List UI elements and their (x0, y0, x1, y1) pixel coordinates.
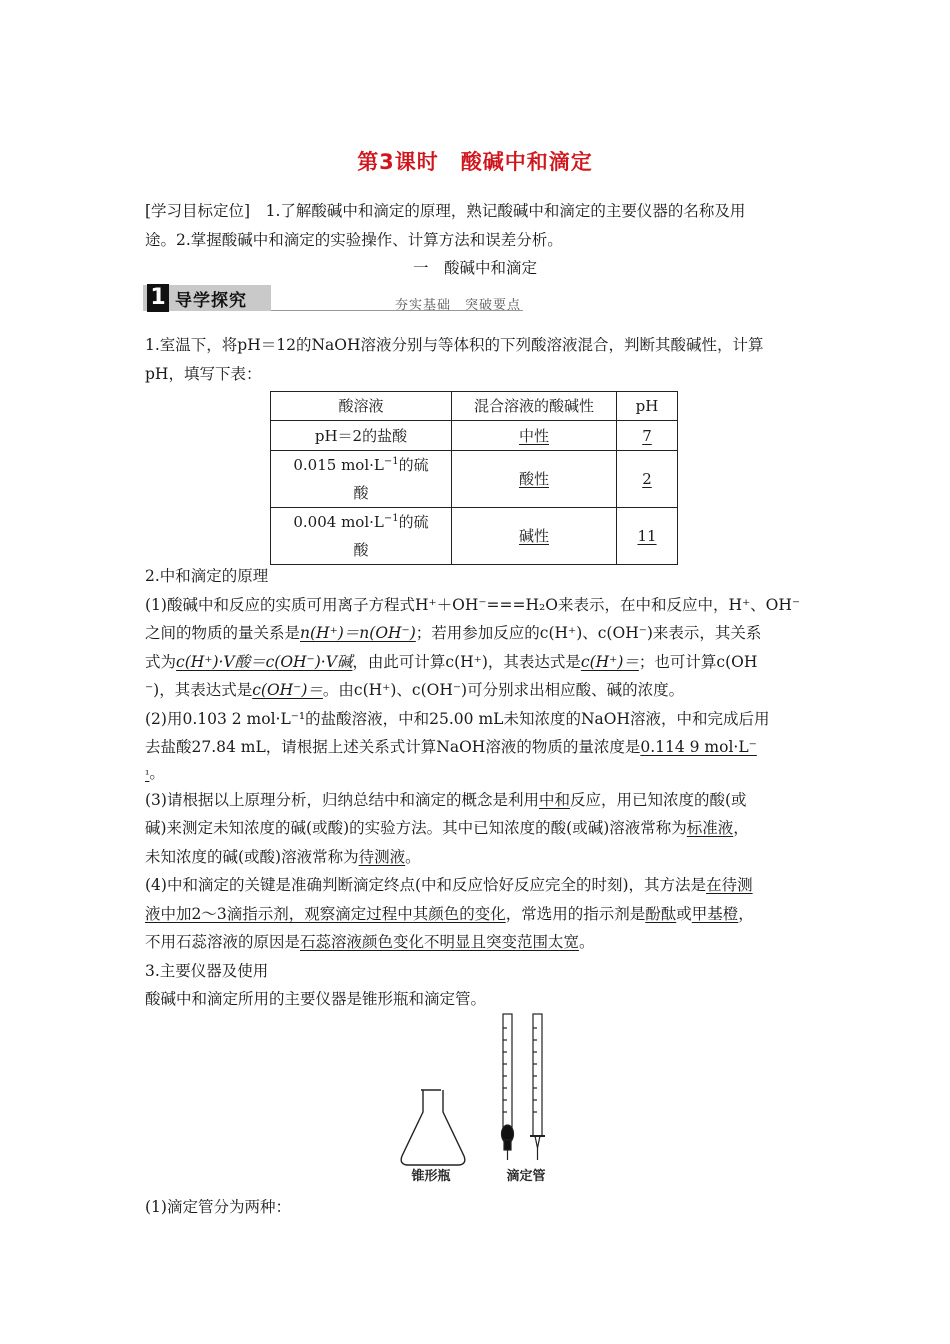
banner-number: 1 (147, 284, 169, 312)
s2-p1-line1: (1)酸碱中和反应的实质可用离子方程式H⁺＋OH⁻===H₂O来表示，在中和反应中，H⁺、OH⁻ (145, 595, 801, 614)
banner-subtitle: 夯实基础 突破要点 (395, 298, 522, 313)
table-header: pH (617, 392, 678, 421)
s2-p3-line1: (3)请根据以上原理分析，归纳总结中和滴定的概念是利用中和反应，用已知浓度的酸(或 (145, 790, 747, 809)
acid-burette-icon (502, 1014, 514, 1160)
table-cell-ph: 2 (617, 451, 678, 508)
table-cell-acid: 0.004 $mol\cdot L^{-1}$的硫 酸 (271, 508, 452, 565)
s2-p1-line2: 之间的物质的量关系是n(H⁺)＝n(OH⁻)；若用参加反应的c(H⁺)、c(OH⁻)来表示，其关系 (145, 624, 762, 642)
s2-p2-line2: 去盐酸27.84 mL，请根据上述关系式计算NaOH溶液的物质的量浓度是0.114 9 mol·L⁻ (145, 738, 757, 756)
s2-p2-line3: ¹。 (145, 763, 165, 782)
table-cell-acid: 0.015 $mol\cdot L^{-1}$的硫 酸 (271, 451, 452, 508)
objectives-line2: 途。2.掌握酸碱中和滴定的实验操作、计算方法和误差分析。 (145, 230, 563, 249)
table-header: 酸溶液 (271, 392, 452, 421)
s2-heading: 2.中和滴定的原理 (145, 567, 269, 585)
s2-p4-line2: 液中加2～3滴指示剂，观察滴定过程中其颜色的变化，常选用的指示剂是酚酞或甲基橙， (145, 904, 754, 923)
s3-line1: 酸碱中和滴定所用的主要仪器是锥形瓶和滴定管。 (145, 990, 487, 1008)
question-1 (145, 331, 810, 388)
q1-line2: pH，填写下表： (145, 364, 262, 383)
burette-caption: 滴定管 (506, 1169, 546, 1184)
table-cell-ph: 7 (617, 421, 678, 451)
table-row (271, 421, 678, 451)
section-2 (145, 562, 810, 1014)
s2-p2-line1: (2)用0.103 2 mol·L⁻¹的盐酸溶液，中和25.00 mL未知浓度的NaOH溶液，中和完成后用 (145, 709, 770, 728)
base-burette-icon (530, 1014, 545, 1160)
page-title: 第3课时 酸碱中和滴定 (357, 150, 593, 174)
objectives-line1: 1.了解酸碱中和滴定的原理，熟记酸碱中和滴定的主要仪器的名称及用 (265, 202, 746, 220)
banner-label: 导学探究 (175, 291, 247, 311)
table-cell-acid: pH＝2的盐酸 (271, 421, 452, 451)
s2-p4-line1: (4)中和滴定的关键是准确判断滴定终点(中和反应恰好反应完全的时刻)，其方法是在待测 (145, 876, 753, 894)
s2-p4-line3: 不用石蕊溶液的原因是石蕊溶液颜色变化不明显且突变范围太宽。 (145, 933, 595, 951)
s2-p3-line3: 未知浓度的碱(或酸)溶液常称为待测液。 (145, 847, 421, 866)
acid-table (270, 391, 678, 565)
conical-flask-icon (401, 1090, 465, 1165)
table-header: 混合溶液的酸碱性 (452, 392, 617, 421)
table-cell-ph: 11 (617, 508, 678, 565)
s3-heading: 3.主要仪器及使用 (145, 961, 269, 980)
s2-p1-line4: ⁻)，其表达式是c(OH⁻)＝。由c(H⁺)、c(OH⁻)可分别求出相应酸、碱的浓度。 (145, 681, 685, 699)
table-row (271, 451, 678, 508)
objectives-label: [学习目标定位] (145, 202, 251, 220)
section-heading: 一 酸碱中和滴定 (412, 259, 537, 277)
flask-caption: 锥形瓶 (411, 1169, 451, 1184)
table-row (271, 508, 678, 565)
table-header-row (271, 392, 678, 421)
s2-p3-line2: 碱)来测定未知浓度的碱(或酸)的实验方法。其中已知浓度的酸(或碱)溶液常称为标准液， (145, 819, 749, 837)
s3-sub1: (1)滴定管分为两种： (145, 1198, 291, 1216)
section-banner (143, 284, 523, 314)
table-cell-nature: 酸性 (452, 451, 617, 508)
learning-objectives (145, 197, 810, 254)
s2-p1-line3: 式为c(H⁺)·V酸＝c(OH⁻)·V碱，由此可计算c(H⁺)，其表达式是c(H⁺)＝；也可计算c(OH (145, 652, 758, 671)
table-cell-nature: 碱性 (452, 508, 617, 565)
apparatus-figure (395, 1010, 565, 1185)
table-cell-nature: 中性 (452, 421, 617, 451)
q1-line1: 1.室温下，将pH＝12的NaOH溶液分别与等体积的下列酸溶液混合，判断其酸碱性，计算 (145, 336, 764, 354)
